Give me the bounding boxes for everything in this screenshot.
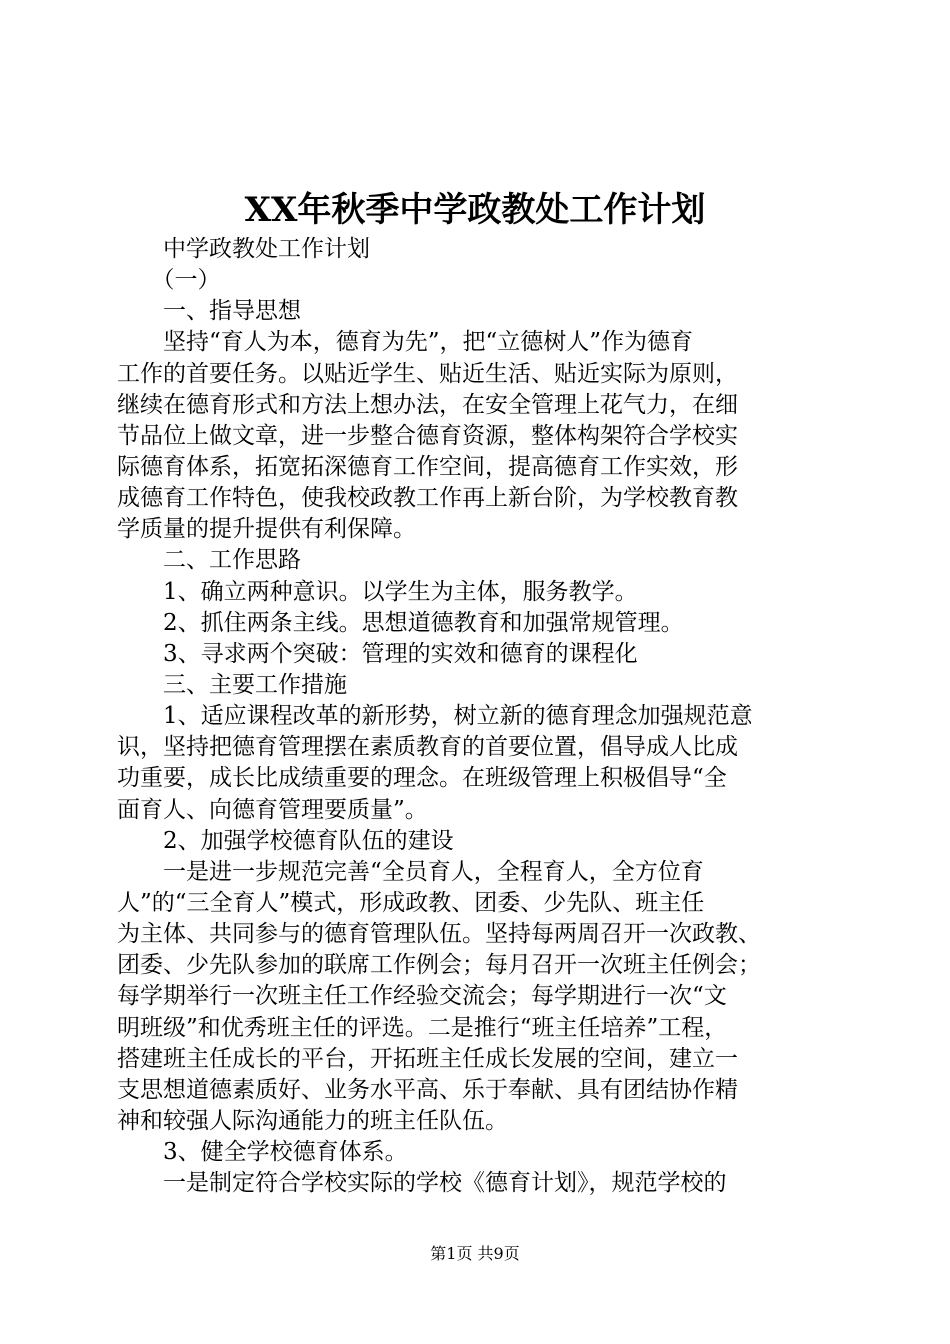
- body-line: 成德育工作特色，使我校政教工作再上新台阶，为学校教育教: [117, 485, 738, 512]
- body-line: 功重要，成长比成绩重要的理念。在班级管理上积极倡导“全: [117, 765, 727, 792]
- body-line: 为主体、共同参与的德育管理队伍。坚持每两周召开一次政教、: [117, 921, 761, 948]
- body-line: 团委、少先队参加的联席工作例会；每月召开一次班主任例会；: [117, 952, 761, 979]
- body-line: 2、抓住两条主线。思想道德教育和加强常规管理。: [117, 609, 684, 636]
- body-line: 1、确立两种意识。以学生为主体，服务教学。: [117, 578, 638, 605]
- body-line: 坚持“育人为本，德育为先”，把“立德树人”作为德育: [117, 329, 694, 356]
- body-line: 工作的首要任务。以贴近学生、贴近生活、贴近实际为原则，: [117, 360, 738, 387]
- body-line: 识，坚持把德育管理摆在素质教育的首要位置，倡导成人比成: [117, 734, 738, 761]
- body-line: （一）: [117, 267, 221, 294]
- body-line: 一是制定符合学校实际的学校《德育计划》，规范学校的: [117, 1170, 727, 1197]
- body-line: 一、指导思想: [117, 298, 301, 325]
- body-line: 1、适应课程改革的新形势，树立新的德育理念加强规范意: [117, 703, 753, 730]
- body-line: 明班级”和优秀班主任的评选。二是推行“班主任培养”工程，: [117, 1014, 728, 1041]
- body-line: 搭建班主任成长的平台，开拓班主任成长发展的空间，建立一: [117, 1045, 738, 1072]
- page-number-footer: 第1页 共9页: [430, 1244, 520, 1263]
- body-line: 面育人、向德育管理要质量”。: [117, 796, 428, 823]
- body-line: 中学政教处工作计划: [117, 236, 370, 262]
- body-line: 3、健全学校德育体系。: [117, 1139, 408, 1166]
- body-line: 三、主要工作措施: [117, 671, 347, 698]
- body-line: 每学期举行一次班主任工作经验交流会；每学期进行一次“文: [117, 983, 727, 1010]
- body-line: 2、加强学校德育队伍的建设: [117, 827, 454, 854]
- body-line: 3、寻求两个突破：管理的实效和德育的课程化: [117, 640, 638, 667]
- body-line: 神和较强人际沟通能力的班主任队伍。: [117, 1107, 508, 1134]
- body-line: 学质量的提升提供有利保障。: [117, 516, 416, 543]
- document-title: XX年秋季中学政教处工作计划: [244, 190, 706, 230]
- body-line: 一是进一步规范完善“全员育人，全程育人，全方位育: [117, 858, 704, 885]
- body-line: 二、工作思路: [117, 547, 301, 574]
- body-line: 继续在德育形式和方法上想办法，在安全管理上花气力，在细: [117, 391, 738, 418]
- body-line: 际德育体系，拓宽拓深德育工作空间，提高德育工作实效，形: [117, 453, 738, 480]
- body-line: 节品位上做文章，进一步整合德育资源，整体构架符合学校实: [117, 422, 738, 449]
- body-line: 人”的“三全育人”模式，形成政教、团委、少先队、班主任: [117, 889, 705, 916]
- document-body: [117, 234, 837, 1199]
- body-line: 支思想道德素质好、业务水平高、乐于奉献、具有团结协作精: [117, 1076, 738, 1103]
